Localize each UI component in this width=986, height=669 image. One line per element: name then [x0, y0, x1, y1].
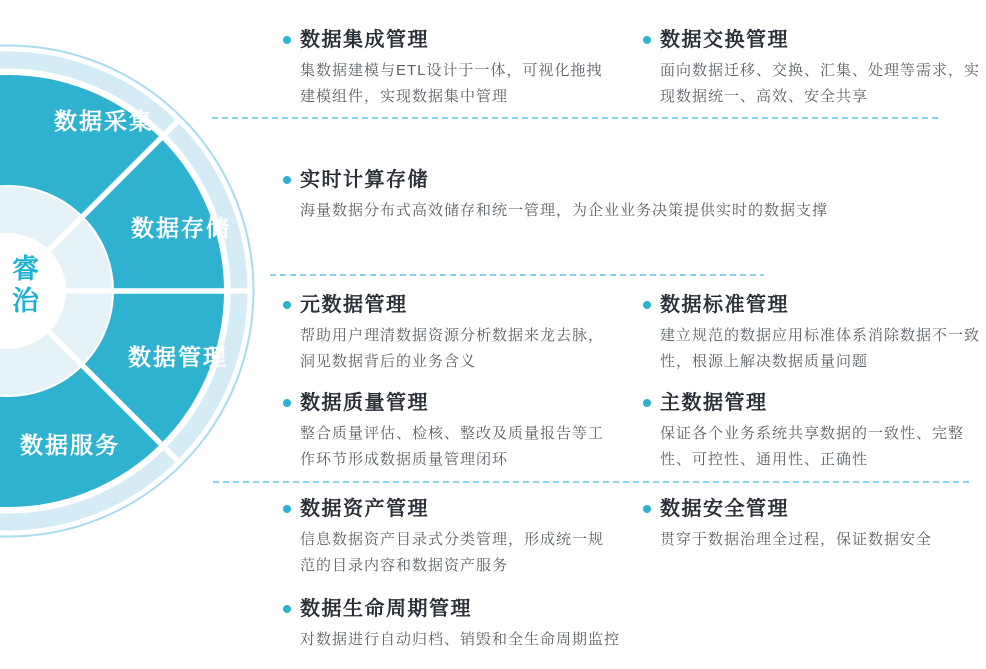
feature-data-security [660, 497, 980, 553]
segment-label-collection: 数据采集 [54, 108, 154, 134]
feature-data-quality [300, 391, 610, 473]
bullet-icon [283, 36, 291, 44]
feature-title: 数据标准管理 [660, 294, 789, 316]
feature-realtime-storage [300, 168, 920, 224]
feature-title: 数据生命周期管理 [300, 598, 472, 620]
feature-desc: 海量数据分布式高效储存和统一管理，为企业业务决策提供实时的数据支撑 [300, 202, 829, 219]
data-governance-fan-diagram [0, 0, 262, 669]
bullet-icon [643, 505, 651, 513]
feature-title: 数据集成管理 [300, 29, 429, 51]
feature-data-integration [300, 28, 610, 110]
feature-desc: 对数据进行自动归档、销毁和全生命周期监控 [300, 631, 621, 648]
feature-master-data [660, 391, 980, 473]
feature-title: 实时计算存储 [300, 169, 429, 191]
segment-label-management: 数据管理 [128, 344, 228, 370]
bullet-icon [283, 505, 291, 513]
feature-data-standard [660, 293, 980, 375]
center-title: 睿治 [12, 254, 39, 316]
feature-metadata [300, 293, 610, 375]
bullet-icon [643, 301, 651, 309]
bullet-icon [643, 399, 651, 407]
feature-title: 数据资产管理 [300, 498, 429, 520]
feature-data-lifecycle [300, 597, 720, 653]
segment-label-service: 数据服务 [20, 432, 120, 458]
feature-desc: 帮助用户理清数据资源分析数据来龙去脉，洞见数据背后的业务含义 [300, 327, 605, 370]
feature-title: 数据质量管理 [300, 392, 429, 414]
feature-data-asset [300, 497, 610, 579]
segment-label-storage: 数据存储 [131, 215, 231, 241]
feature-desc: 集数据建模与ETL设计于一体，可视化拖拽建模组件，实现数据集中管理 [300, 62, 603, 105]
bullet-icon [283, 301, 291, 309]
feature-title: 数据安全管理 [660, 498, 789, 520]
feature-desc: 建立规范的数据应用标准体系消除数据不一致性，根源上解决数据质量问题 [660, 327, 981, 370]
feature-desc: 保证各个业务系统共享数据的一致性、完整性、可控性、通用性、正确性 [660, 425, 965, 468]
feature-desc: 整合质量评估、检核、整改及质量报告等工作环节形成数据质量管理闭环 [300, 425, 605, 468]
dashed-separator-2 [270, 274, 764, 276]
feature-data-exchange [660, 28, 980, 110]
feature-title: 主数据管理 [660, 392, 768, 414]
feature-desc: 信息数据资产目录式分类管理，形成统一规范的目录内容和数据资产服务 [300, 531, 605, 574]
bullet-icon [283, 605, 291, 613]
bullet-icon [283, 176, 291, 184]
bullet-icon [283, 399, 291, 407]
feature-desc: 贯穿于数据治理全过程，保证数据安全 [660, 531, 933, 548]
feature-title: 数据交换管理 [660, 29, 789, 51]
fan-rings [0, 0, 262, 669]
bullet-icon [643, 36, 651, 44]
feature-desc: 面向数据迁移、交换、汇集、处理等需求，实现数据统一、高效、安全共享 [660, 62, 981, 105]
dashed-separator-1 [212, 117, 942, 119]
feature-title: 元数据管理 [300, 294, 408, 316]
dashed-separator-3 [213, 481, 970, 483]
